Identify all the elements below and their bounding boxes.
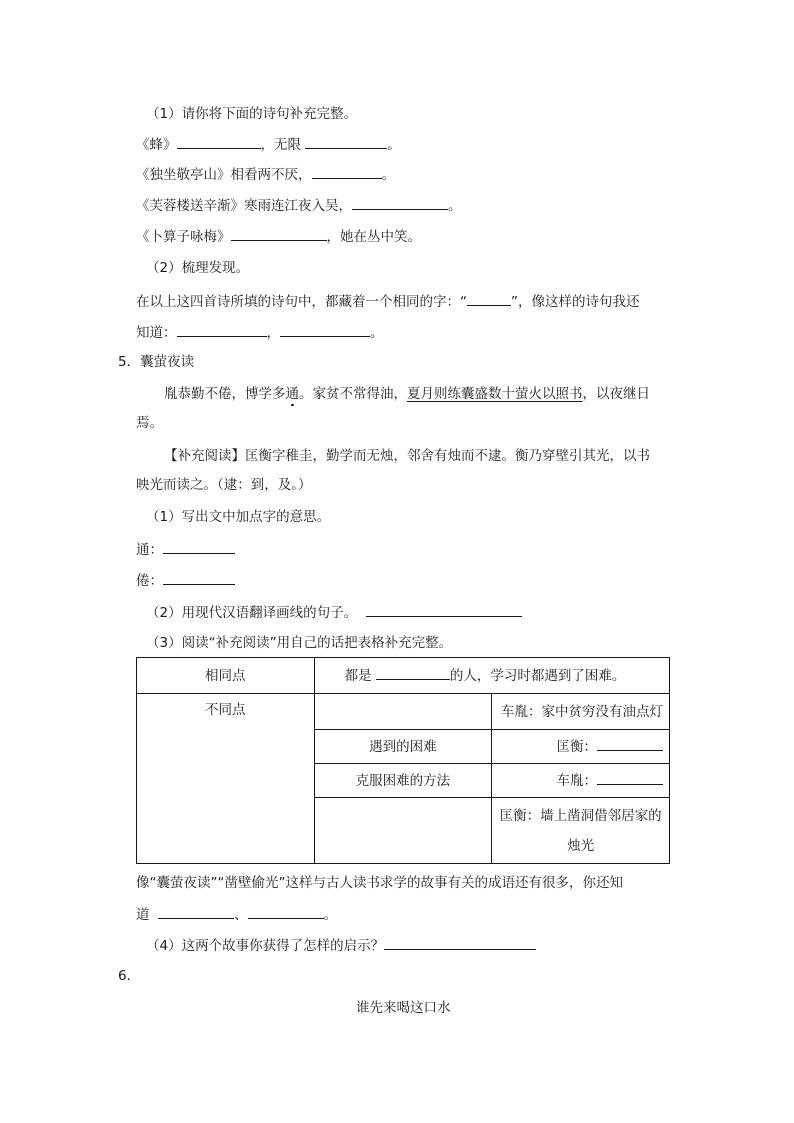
answer-blank[interactable]	[177, 322, 267, 337]
word-tong: 通：	[136, 539, 235, 560]
same-content-cell: 都是 的人，学习时都遇到了困难。	[314, 658, 669, 694]
difficulty-label-cell: 遇到的困难	[314, 730, 492, 764]
table-cell-empty	[314, 798, 492, 864]
comparison-table	[136, 657, 670, 864]
idiom-line-2: 道 、 。	[136, 904, 337, 925]
passage-line-2: 焉。	[136, 415, 163, 431]
table-cell-empty	[314, 694, 492, 730]
answer-blank[interactable]	[163, 570, 235, 585]
poem-line-yongmei: 《卜算子咏梅》 ，她在丛中笑。	[136, 226, 421, 247]
answer-blank[interactable]	[231, 226, 327, 241]
poem-title-feng: 《蜂》	[136, 137, 177, 153]
table-cell: 匡衡：墙上凿洞借邻居家的 烛光	[492, 798, 670, 864]
passage-line-1: 胤恭勤不倦，博学多通。家贫不常得油，夏月则练囊盛数十萤火以照书，以夜继日	[164, 386, 650, 402]
supplement-line-2: 映光而读之。（逮：到，及。）	[136, 477, 312, 493]
answer-blank[interactable]	[280, 322, 370, 337]
q4-know-line: 知道： ， 。	[136, 322, 384, 343]
answer-blank[interactable]	[366, 602, 522, 617]
q4-sub2: （2）梳理发现。	[146, 260, 250, 276]
poem-line-jingting: 《独坐敬亭山》相看两不厌， 。	[136, 164, 395, 185]
table-cell: 车胤：	[492, 764, 670, 798]
q5-sub1: （1）写出文中加点字的意思。	[146, 509, 331, 525]
answer-blank[interactable]	[177, 134, 261, 149]
q5-title: 5．囊萤夜读	[118, 354, 195, 370]
q5-sub2: （2）用现代汉语翻译画线的句子。	[146, 602, 522, 623]
q6-title: 谁先来喝这口水	[356, 1000, 451, 1016]
same-label-cell: 相同点	[137, 658, 315, 694]
answer-blank[interactable]	[597, 736, 663, 751]
idiom-line-1: 像“囊萤夜读”“凿壁偷光”这样与古人读书求学的故事有关的成语还有很多，你还知	[136, 875, 623, 891]
supplement-line-1: 【补充阅读】匡衡字稚圭，勤学而无烛，邻舍有烛而不逮。衡乃穿壁引其光，以书	[164, 448, 650, 464]
method-label-cell: 克服困难的方法	[314, 764, 492, 798]
table-cell: 车胤：家中贫穷没有油点灯	[492, 694, 670, 730]
answer-blank[interactable]	[163, 539, 235, 554]
answer-blank[interactable]	[352, 195, 448, 210]
q5-sub3: （3）阅读“补充阅读”用自己的话把表格补充完整。	[146, 635, 453, 651]
answer-blank[interactable]	[467, 291, 511, 306]
poem-line-feng: 《蜂》 ，无限 。	[136, 134, 401, 155]
answer-blank[interactable]	[597, 770, 663, 785]
answer-blank[interactable]	[312, 164, 382, 179]
diff-label-cell: 不同点	[137, 694, 315, 864]
answer-blank[interactable]	[376, 665, 450, 680]
poem-line-furong: 《芙蓉楼送辛渐》寒雨连江夜入吴， 。	[136, 195, 462, 216]
q4-sub1: （1）请你将下面的诗句补充完整。	[146, 106, 358, 122]
underlined-sentence: 夏月则练囊盛数十萤火以照书	[407, 386, 583, 402]
q4-find-line: 在以上这四首诗所填的诗句中，都藏着一个相同的字：“ ”，像这样的诗句我还	[136, 291, 640, 312]
answer-blank[interactable]	[305, 134, 387, 149]
answer-blank[interactable]	[158, 904, 234, 919]
answer-blank[interactable]	[384, 935, 536, 950]
dotted-char: 通	[285, 386, 299, 402]
word-juan: 倦：	[136, 570, 235, 591]
answer-blank[interactable]	[248, 904, 324, 919]
q6-number: 6．	[118, 968, 141, 984]
q5-sub4: （4）这两个故事你获得了怎样的启示？	[146, 935, 536, 956]
table-cell: 匡衡：	[492, 730, 670, 764]
